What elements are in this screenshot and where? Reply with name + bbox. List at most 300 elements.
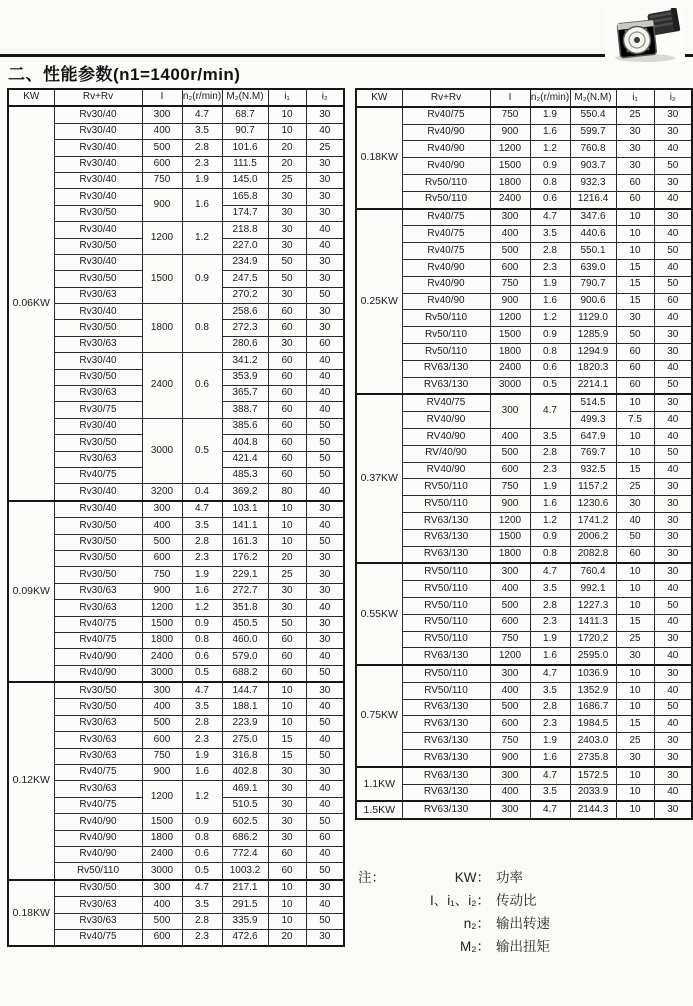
ratio-i2-cell: 40 [654, 360, 692, 377]
ratio-i2-cell: 30 [306, 583, 344, 599]
table-row [8, 254, 344, 270]
ratio-i2-cell: 30 [654, 394, 692, 411]
output-torque-cell: 1411.3 [570, 614, 616, 631]
ratio-i-cell: 900 [142, 765, 182, 781]
ratio-i-cell: 400 [490, 581, 530, 598]
power-rating-cell: 0.18KW [8, 880, 54, 947]
ratio-i2-cell: 40 [654, 141, 692, 158]
ratio-i1-cell: 20 [268, 156, 306, 172]
model-cell: RV50/110 [402, 597, 490, 614]
ratio-i1-cell: 30 [268, 238, 306, 254]
table-row [8, 222, 344, 238]
ratio-i2-cell: 40 [306, 369, 344, 385]
ratio-i2-cell: 40 [306, 123, 344, 139]
output-speed-cell: 4.7 [182, 880, 222, 897]
ratio-i2-cell: 30 [654, 496, 692, 513]
ratio-i1-cell: 10 [616, 563, 654, 580]
output-torque-cell: 141.1 [222, 518, 268, 534]
ratio-i-cell: 750 [490, 107, 530, 124]
power-rating-cell: 0.12KW [8, 682, 54, 880]
ratio-i1-cell: 30 [268, 797, 306, 813]
ratio-i2-cell: 30 [654, 529, 692, 546]
output-torque-cell: 365.7 [222, 386, 268, 402]
output-speed-cell: 4.7 [530, 801, 570, 819]
ratio-i1-cell: 60 [616, 191, 654, 208]
model-cell: RV50/110 [402, 581, 490, 598]
model-cell: RV63/130 [402, 512, 490, 529]
output-speed-cell: 3.5 [530, 428, 570, 445]
ratio-i2-cell: 40 [654, 226, 692, 243]
output-torque-cell: 900.6 [570, 293, 616, 310]
model-cell: Rv30/63 [54, 715, 142, 731]
ratio-i2-cell: 30 [306, 880, 344, 897]
ratio-i1-cell: 60 [616, 174, 654, 191]
model-cell: Rv50/110 [402, 327, 490, 344]
model-cell: Rv30/63 [54, 732, 142, 748]
table-row [8, 616, 344, 632]
ratio-i2-cell: 50 [654, 597, 692, 614]
ratio-i-cell: 900 [142, 189, 182, 222]
page-title: 二、性能参数(n1=1400r/min) [8, 65, 241, 84]
ratio-i2-cell: 30 [654, 174, 692, 191]
output-torque-cell: 218.8 [222, 222, 268, 238]
model-cell: Rv40/75 [54, 616, 142, 632]
model-cell: Rv40/90 [54, 814, 142, 830]
output-torque-cell: 174.7 [222, 205, 268, 221]
ratio-i1-cell: 10 [268, 534, 306, 550]
ratio-i1-cell: 60 [268, 649, 306, 665]
output-speed-cell: 1.2 [530, 310, 570, 327]
output-speed-cell: 2.8 [530, 243, 570, 260]
output-torque-cell: 188.1 [222, 699, 268, 715]
output-speed-cell: 0.6 [530, 191, 570, 208]
ratio-i1-cell: 30 [268, 814, 306, 830]
output-torque-cell: 421.4 [222, 451, 268, 467]
ratio-i1-cell: 30 [616, 141, 654, 158]
ratio-i2-cell: 40 [306, 699, 344, 715]
output-speed-cell: 0.9 [530, 327, 570, 344]
table-row [356, 327, 692, 344]
output-torque-cell: 599.7 [570, 124, 616, 141]
output-torque-cell: 1720.2 [570, 631, 616, 648]
table-row [8, 929, 344, 946]
ratio-i-cell: 750 [490, 479, 530, 496]
note-meaning: 输出扭矩 [496, 939, 550, 954]
model-cell: Rv30/63 [54, 287, 142, 303]
output-torque-cell: 272.7 [222, 583, 268, 599]
table-row [8, 649, 344, 665]
ratio-i-cell: 500 [142, 140, 182, 156]
table-row [356, 107, 692, 124]
output-speed-cell: 1.9 [182, 748, 222, 764]
ratio-i1-cell: 30 [268, 830, 306, 846]
ratio-i1-cell: 50 [616, 529, 654, 546]
output-torque-cell: 760.8 [570, 141, 616, 158]
table-row [356, 563, 692, 580]
model-cell: Rv30/63 [54, 897, 142, 913]
table-row [356, 259, 692, 276]
output-torque-cell: 2403.0 [570, 733, 616, 750]
output-speed-cell: 3.5 [530, 784, 570, 801]
output-speed-cell: 1.2 [182, 600, 222, 616]
ratio-i-cell: 2400 [142, 846, 182, 862]
model-cell: RV63/130 [402, 546, 490, 563]
ratio-i1-cell: 30 [616, 496, 654, 513]
ratio-i1-cell: 15 [616, 716, 654, 733]
ratio-i1-cell: 7.5 [616, 412, 654, 429]
model-cell: RV50/110 [402, 479, 490, 496]
ratio-i-cell: 300 [142, 682, 182, 699]
power-rating-cell: 0.06KW [8, 106, 54, 500]
note-meaning: 传动比 [496, 893, 537, 908]
output-speed-cell: 1.9 [530, 631, 570, 648]
ratio-i1-cell: 60 [268, 435, 306, 451]
output-speed-cell: 1.9 [530, 276, 570, 293]
model-cell: Rv30/50 [54, 369, 142, 385]
ratio-i1-cell: 10 [268, 501, 306, 518]
ratio-i-cell: 400 [490, 784, 530, 801]
table-row [8, 814, 344, 830]
ratio-i1-cell: 30 [268, 583, 306, 599]
output-speed-cell: 1.9 [182, 567, 222, 583]
ratio-i2-cell: 30 [306, 501, 344, 518]
output-speed-cell: 3.5 [530, 682, 570, 699]
ratio-i2-cell: 30 [306, 929, 344, 946]
output-torque-cell: 2595.0 [570, 648, 616, 665]
ratio-i2-cell: 50 [306, 814, 344, 830]
output-speed-cell: 4.7 [182, 682, 222, 699]
table-row [356, 479, 692, 496]
output-torque-cell: 1227.3 [570, 597, 616, 614]
output-speed-cell: 2.8 [182, 913, 222, 929]
table-row [8, 765, 344, 781]
model-cell: Rv40/75 [54, 467, 142, 483]
ratio-i1-cell: 15 [616, 276, 654, 293]
ratio-i1-cell: 40 [616, 512, 654, 529]
output-torque-cell: 602.5 [222, 814, 268, 830]
model-cell: Rv30/63 [54, 600, 142, 616]
ratio-i2-cell: 30 [654, 750, 692, 767]
ratio-i2-cell: 40 [306, 897, 344, 913]
model-cell: Rv30/50 [54, 534, 142, 550]
table-row [356, 158, 692, 175]
output-speed-cell: 1.2 [530, 512, 570, 529]
power-rating-cell: 1.5KW [356, 801, 402, 819]
ratio-i-cell: 600 [490, 716, 530, 733]
table-row [356, 597, 692, 614]
model-cell: Rv30/40 [54, 106, 142, 123]
table-row [356, 512, 692, 529]
output-speed-cell: 2.3 [182, 929, 222, 946]
ratio-i-cell: 500 [142, 715, 182, 731]
note-symbol: n₂： [463, 916, 490, 931]
column-header: KW [8, 89, 54, 106]
output-torque-cell: 1741.2 [570, 512, 616, 529]
ratio-i1-cell: 60 [268, 402, 306, 418]
output-torque-cell: 335.9 [222, 913, 268, 929]
output-torque-cell: 291.5 [222, 897, 268, 913]
ratio-i-cell: 750 [142, 748, 182, 764]
ratio-i-cell: 600 [142, 156, 182, 172]
table-row [356, 496, 692, 513]
ratio-i2-cell: 40 [306, 600, 344, 616]
table-row [356, 699, 692, 716]
output-speed-cell: 2.8 [530, 699, 570, 716]
model-cell: Rv30/40 [54, 304, 142, 320]
table-row [356, 546, 692, 563]
model-cell: Rv40/75 [402, 226, 490, 243]
ratio-i-cell: 400 [490, 682, 530, 699]
model-cell: Rv30/40 [54, 501, 142, 518]
performance-table-right [355, 88, 693, 820]
table-row [8, 715, 344, 731]
ratio-i-cell: 3000 [490, 377, 530, 394]
model-cell: Rv30/63 [54, 386, 142, 402]
ratio-i2-cell: 30 [654, 546, 692, 563]
column-header: KW [356, 89, 402, 107]
table-row [356, 445, 692, 462]
output-torque-cell: 316.8 [222, 748, 268, 764]
output-torque-cell: 347.6 [570, 209, 616, 226]
output-speed-cell: 1.2 [182, 781, 222, 814]
ratio-i1-cell: 10 [268, 106, 306, 123]
ratio-i2-cell: 40 [306, 797, 344, 813]
model-cell: RV63/130 [402, 784, 490, 801]
ratio-i1-cell: 60 [616, 343, 654, 360]
ratio-i2-cell: 30 [654, 733, 692, 750]
column-header: Rv+Rv [402, 89, 490, 107]
model-cell: Rv30/50 [54, 699, 142, 715]
table-row [8, 353, 344, 369]
model-cell: Rv40/75 [402, 243, 490, 260]
table-row [8, 880, 344, 897]
output-speed-cell: 3.5 [182, 897, 222, 913]
ratio-i-cell: 600 [490, 462, 530, 479]
power-rating-cell: 0.55KW [356, 563, 402, 665]
table-row [356, 343, 692, 360]
model-cell: RV40/90 [402, 412, 490, 429]
ratio-i-cell: 1200 [490, 512, 530, 529]
model-cell: Rv40/75 [54, 765, 142, 781]
output-speed-cell: 1.6 [530, 496, 570, 513]
output-torque-cell: 258.6 [222, 304, 268, 320]
output-speed-cell: 0.9 [530, 529, 570, 546]
output-speed-cell: 2.8 [182, 534, 222, 550]
model-cell: Rv50/110 [402, 174, 490, 191]
model-cell: RV63/130 [402, 733, 490, 750]
model-cell: Rv40/90 [54, 846, 142, 862]
output-torque-cell: 275.0 [222, 732, 268, 748]
output-torque-cell: 1157.2 [570, 479, 616, 496]
output-torque-cell: 579.0 [222, 649, 268, 665]
worm-gear-reducer-photo-icon [603, 8, 687, 64]
ratio-i-cell: 3000 [142, 418, 182, 484]
ratio-i2-cell: 30 [306, 550, 344, 566]
output-speed-cell: 0.9 [182, 814, 222, 830]
model-cell: Rv30/63 [54, 451, 142, 467]
output-speed-cell: 4.7 [530, 209, 570, 226]
table-row [356, 310, 692, 327]
ratio-i1-cell: 30 [616, 158, 654, 175]
output-speed-cell: 0.5 [182, 665, 222, 682]
output-torque-cell: 388.7 [222, 402, 268, 418]
output-torque-cell: 223.9 [222, 715, 268, 731]
output-torque-cell: 790.7 [570, 276, 616, 293]
table-row [8, 156, 344, 172]
ratio-i1-cell: 20 [268, 140, 306, 156]
ratio-i1-cell: 15 [616, 293, 654, 310]
ratio-i1-cell: 30 [268, 205, 306, 221]
power-rating-cell: 0.37KW [356, 394, 402, 563]
ratio-i1-cell: 10 [268, 123, 306, 139]
ratio-i-cell: 1500 [490, 529, 530, 546]
output-speed-cell: 3.5 [530, 226, 570, 243]
note-symbol: M₂： [460, 939, 490, 954]
model-cell: RV63/130 [402, 750, 490, 767]
ratio-i1-cell: 60 [268, 846, 306, 862]
performance-table-left [7, 88, 345, 947]
ratio-i2-cell: 40 [306, 353, 344, 369]
ratio-i-cell: 300 [142, 501, 182, 518]
model-cell: Rv30/40 [54, 254, 142, 270]
ratio-i2-cell: 30 [306, 632, 344, 648]
model-cell: Rv30/40 [54, 123, 142, 139]
output-speed-cell: 2.3 [530, 259, 570, 276]
output-torque-cell: 903.7 [570, 158, 616, 175]
ratio-i2-cell: 40 [306, 386, 344, 402]
output-speed-cell: 2.8 [530, 597, 570, 614]
table-row [356, 276, 692, 293]
table-row [356, 716, 692, 733]
table-row [356, 428, 692, 445]
ratio-i2-cell: 40 [306, 649, 344, 665]
ratio-i-cell: 3000 [142, 665, 182, 682]
output-torque-cell: 351.8 [222, 600, 268, 616]
output-speed-cell: 1.2 [182, 222, 222, 255]
output-speed-cell: 0.8 [530, 174, 570, 191]
ratio-i-cell: 3200 [142, 484, 182, 501]
model-cell: Rv30/50 [54, 435, 142, 451]
output-speed-cell: 2.8 [182, 140, 222, 156]
output-speed-cell: 0.5 [530, 377, 570, 394]
ratio-i1-cell: 25 [616, 733, 654, 750]
ratio-i2-cell: 30 [654, 209, 692, 226]
output-torque-cell: 2214.1 [570, 377, 616, 394]
output-speed-cell: 0.6 [182, 846, 222, 862]
ratio-i1-cell: 60 [268, 353, 306, 369]
model-cell: Rv40/75 [402, 107, 490, 124]
table-row [8, 846, 344, 862]
table-row [8, 830, 344, 846]
ratio-i1-cell: 10 [616, 597, 654, 614]
ratio-i1-cell: 15 [616, 259, 654, 276]
model-cell: RV63/130 [402, 648, 490, 665]
ratio-i-cell: 400 [142, 518, 182, 534]
ratio-i1-cell: 30 [268, 222, 306, 238]
table-row [8, 550, 344, 566]
output-torque-cell: 2144.3 [570, 801, 616, 819]
ratio-i1-cell: 25 [616, 479, 654, 496]
note-line [358, 866, 550, 889]
output-speed-cell: 0.9 [182, 616, 222, 632]
table-row [356, 665, 692, 682]
output-speed-cell: 2.8 [530, 445, 570, 462]
ratio-i2-cell: 50 [306, 748, 344, 764]
model-cell: Rv30/75 [54, 402, 142, 418]
ratio-i2-cell: 50 [306, 287, 344, 303]
output-speed-cell: 2.3 [530, 614, 570, 631]
ratio-i2-cell: 50 [306, 435, 344, 451]
table-header-row [8, 89, 344, 106]
ratio-i2-cell: 40 [306, 402, 344, 418]
ratio-i1-cell: 15 [268, 748, 306, 764]
table-row [8, 600, 344, 616]
ratio-i2-cell: 30 [306, 682, 344, 699]
ratio-i1-cell: 25 [616, 631, 654, 648]
ratio-i1-cell: 10 [616, 445, 654, 462]
output-torque-cell: 1294.9 [570, 343, 616, 360]
model-cell: Rv50/110 [402, 310, 490, 327]
ratio-i2-cell: 30 [306, 205, 344, 221]
ratio-i2-cell: 40 [654, 191, 692, 208]
table-row [356, 614, 692, 631]
output-torque-cell: 1285.9 [570, 327, 616, 344]
ratio-i-cell: 500 [490, 699, 530, 716]
output-torque-cell: 469.1 [222, 781, 268, 797]
output-speed-cell: 1.6 [530, 124, 570, 141]
output-torque-cell: 1216.4 [570, 191, 616, 208]
output-torque-cell: 385.6 [222, 418, 268, 434]
ratio-i-cell: 2400 [490, 191, 530, 208]
output-speed-cell: 1.9 [530, 733, 570, 750]
ratio-i-cell: 400 [142, 897, 182, 913]
ratio-i2-cell: 30 [306, 567, 344, 583]
table-row [8, 123, 344, 139]
output-torque-cell: 176.2 [222, 550, 268, 566]
output-torque-cell: 1230.6 [570, 496, 616, 513]
note-meaning: 功率 [496, 870, 523, 885]
ratio-i-cell: 1800 [142, 304, 182, 353]
table-row [8, 732, 344, 748]
ratio-i1-cell: 10 [616, 226, 654, 243]
table-row [8, 748, 344, 764]
table-row [356, 733, 692, 750]
output-speed-cell: 0.8 [182, 304, 222, 353]
output-torque-cell: 647.9 [570, 428, 616, 445]
ratio-i-cell: 300 [490, 563, 530, 580]
ratio-i2-cell: 40 [306, 222, 344, 238]
table-row [356, 174, 692, 191]
output-torque-cell: 229.1 [222, 567, 268, 583]
model-cell: Rv30/50 [54, 880, 142, 897]
output-torque-cell: 101.6 [222, 140, 268, 156]
output-torque-cell: 144.7 [222, 682, 268, 699]
model-cell: Rv40/90 [54, 830, 142, 846]
table-row [356, 801, 692, 819]
output-torque-cell: 145.0 [222, 172, 268, 188]
table-row [356, 124, 692, 141]
ratio-i-cell: 1800 [490, 546, 530, 563]
output-torque-cell: 460.0 [222, 632, 268, 648]
column-header: I [490, 89, 530, 107]
table-row [356, 141, 692, 158]
table-row [8, 106, 344, 123]
ratio-i-cell: 300 [490, 801, 530, 819]
output-speed-cell: 4.7 [182, 501, 222, 518]
ratio-i-cell: 900 [490, 496, 530, 513]
table-row [356, 360, 692, 377]
ratio-i1-cell: 10 [616, 784, 654, 801]
